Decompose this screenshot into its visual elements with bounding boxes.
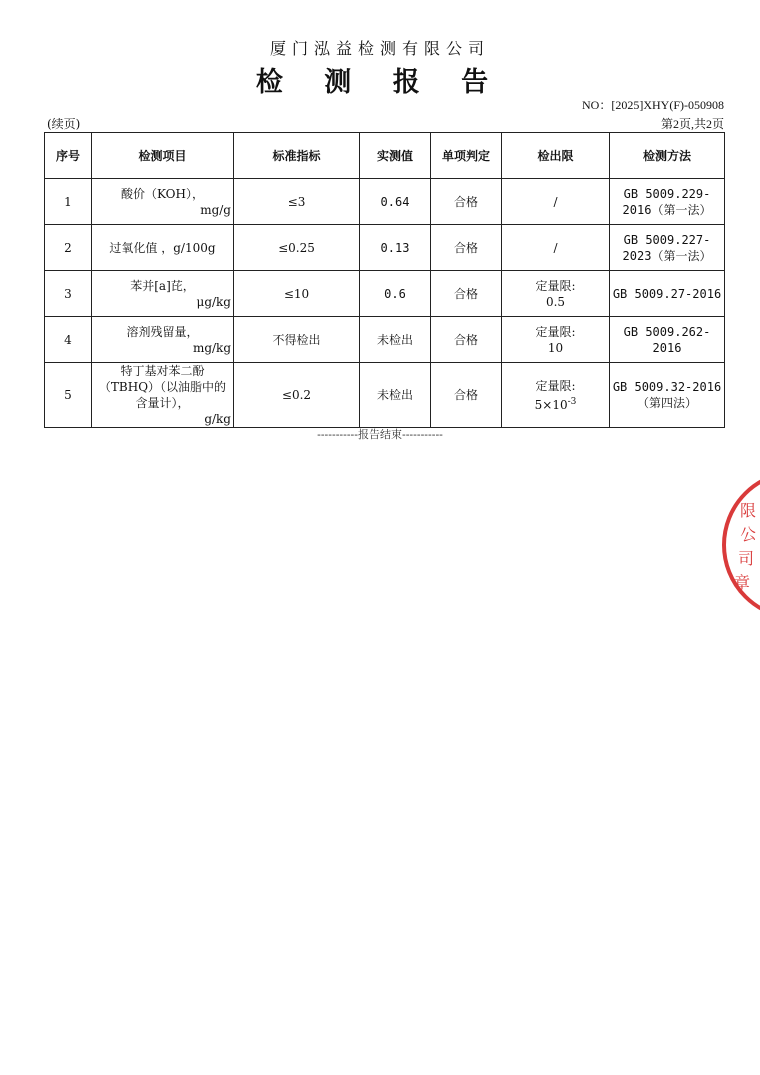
test-method [610,271,725,317]
column-header: 序号 [45,133,92,179]
test-item [92,225,234,271]
test-item-unit: mg/g [200,202,231,217]
row-number: 1 [45,179,92,225]
standard-value: 不得检出 [234,317,360,363]
limit-value [504,294,607,310]
method-line: （第四法） [636,396,697,410]
table-header-row [45,133,725,179]
row-number: 3 [45,271,92,317]
report-number: NO：[2025]XHY(F)-050908 [582,98,724,112]
limit-line: 定量限: [535,378,576,393]
limit-value-text: 10 [547,340,564,355]
column-header: 单项判定 [431,133,502,179]
test-item-unit: g/kg [204,412,231,426]
method-line: GB 5009.227- [623,232,711,247]
judgement: 合格 [431,363,502,428]
seal-char: 公 [738,523,758,546]
test-method [610,363,725,428]
row-number: 2 [45,225,92,271]
test-item-name: 苯并[a]芘， [130,278,195,293]
standard-value: ≤0.25 [234,225,360,271]
detection-limit [502,179,610,225]
seal-char: 限 [740,501,757,520]
standard-value: ≤0.2 [234,363,360,428]
measured-value: 0.64 [360,179,431,225]
standard-value: ≤3 [234,179,360,225]
continued-label: (续页) [47,117,81,131]
method-line: 2016（第一法） [622,202,712,217]
detection-limit [502,271,610,317]
test-item [92,179,234,225]
test-item [92,363,234,428]
report-title: 检 测 报 告 [255,67,505,98]
test-method [610,317,725,363]
test-method [610,225,725,271]
limit-value [504,394,607,413]
method-line: 2023（第一法） [622,248,712,263]
table-row [45,317,725,363]
judgement: 合格 [431,179,502,225]
seal-char: 章 [734,573,751,592]
column-header: 实测值 [360,133,431,179]
row-number: 5 [45,363,92,428]
method-line: GB 5009.262- [623,324,711,339]
test-item-name: 过氧化值 ，g/100g [109,240,216,255]
column-header: 检出限 [502,133,610,179]
test-item-name: 溶剂残留量， [126,324,199,339]
measured-value: 0.13 [360,225,431,271]
page-info: 第2页,共2页 [660,117,724,131]
test-item-name: 特丁基对苯二酚（TBHQ）（以油脂中的含量计）， [98,364,227,410]
limit-value-text: 0.5 [545,294,566,309]
limit-value [504,340,607,356]
column-header: 标准指标 [234,133,360,179]
measured-value: 未检出 [360,317,431,363]
judgement: 合格 [431,225,502,271]
company-seal [722,470,760,620]
method-line: GB 5009.32-2016 [612,380,722,394]
method-line: GB 5009.229- [623,186,711,201]
standard-value: ≤10 [234,271,360,317]
seal-char: 司 [738,549,755,568]
limit-exponent: -3 [567,396,577,407]
limit-line: 定量限: [535,278,576,293]
method-line: 2016 [652,340,682,355]
measured-value: 0.6 [360,271,431,317]
method-line: GB 5009.27-2016 [612,286,722,301]
test-item-name: 酸价（KOH）， [121,186,204,201]
limit-value-text: 5×10 [534,397,568,412]
test-item-unit: mg/kg [192,340,231,355]
test-item [92,271,234,317]
column-header: 检测方法 [610,133,725,179]
limit-line: / [553,240,558,255]
test-item-unit: μg/kg [196,294,231,309]
detection-limit [502,317,610,363]
detection-limit [502,225,610,271]
detection-limit [502,363,610,428]
column-header: 检测项目 [92,133,234,179]
table-row [45,271,725,317]
table-row [45,363,725,428]
report-end-line: -----------报告结束----------- [317,428,443,441]
judgement: 合格 [431,317,502,363]
measured-value: 未检出 [360,363,431,428]
table-row [45,179,725,225]
judgement: 合格 [431,271,502,317]
results-table [44,132,725,428]
limit-line: 定量限: [535,324,576,339]
test-method [610,179,725,225]
limit-line: / [553,194,558,209]
test-item [92,317,234,363]
table-row [45,225,725,271]
row-number: 4 [45,317,92,363]
company-name: 厦门泓益检测有限公司 [269,39,490,58]
